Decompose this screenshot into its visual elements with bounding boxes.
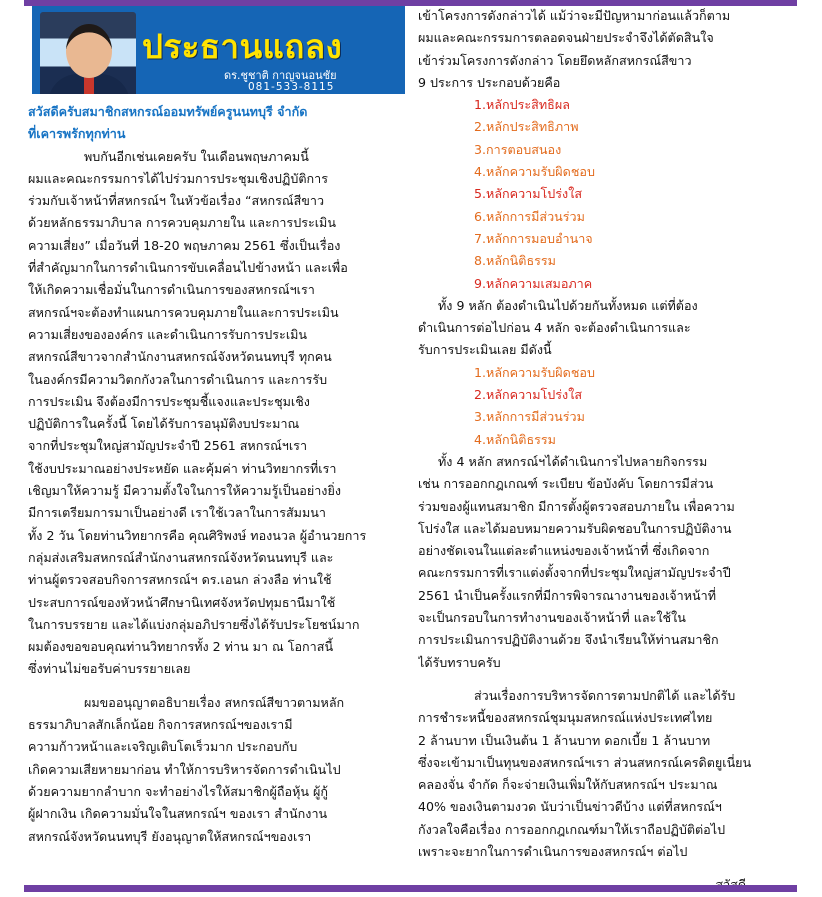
body-line: กลุ่มส่งเสริมสหกรณ์สำนักงานสหกรณ์จังหวัดนนทบุรี และ	[28, 549, 334, 565]
principle-item: 2.หลักประสิทธิภาพ	[474, 119, 579, 135]
body-line: ประสบการณ์ของหัวหน้าศึกษานิเทศจังหวัดปทุมธานีมาใช้	[28, 594, 336, 610]
body-line: 40% ของเงินตามงวด นับว่าเป็นข่าวดีบ้าง แต่ที่สหกรณ์ฯ	[418, 799, 722, 815]
body-line: สหกรณ์สีขาวจากสำนักงานสหกรณ์จังหวัดนนทบุรี ทุกคน	[28, 349, 332, 365]
body-line: การชำระหนี้ของสหกรณ์ชุมนุมสหกรณ์แห่งประเทศไทย	[418, 710, 713, 726]
key-principle-item: 4.หลักนิติธรรม	[474, 431, 556, 447]
body-line: โปร่งใส และได้มอบหมายความรับผิดชอบในการปฏิบัติงาน	[418, 520, 732, 536]
body-line: มีการเตรียมการมาเป็นอย่างดี เราใช้เวลาในการสัมมนา	[28, 505, 326, 521]
body-line: ได้รับทราบครับ	[418, 654, 501, 670]
principle-item: 8.หลักนิติธรรม	[474, 253, 556, 269]
body-line: พบกันอีกเช่นเคยครับ ในเดือนพฤษภาคมนี้	[84, 148, 309, 164]
body-line: ปฏิบัติการในครั้งนี้ โดยได้รับการอนุมัติงบประมาณ	[28, 416, 300, 432]
body-line: ทั้ง 9 หลัก ต้องดำเนินไปด้วยกันทั้งหมด แต่ที่ต้อง	[438, 297, 698, 313]
body-line: ท่านผู้ตรวจสอบกิจการสหกรณ์ฯ ดร.เอนก ล่วงลือ ท่านใช้	[28, 572, 332, 588]
body-line: การประเมิน จึงต้องมีการประชุมชี้แจงและประชุมเชิง	[28, 393, 310, 409]
principle-item: 1.หลักประสิทธิผล	[474, 97, 570, 113]
body-line: เพราะจะยากในการดำเนินการของสหกรณ์ฯ ต่อไป	[418, 843, 688, 859]
body-line: เชิญมาให้ความรู้ มีความตั้งใจในการให้ความรู้เป็นอย่างยิ่ง	[28, 483, 341, 499]
body-line: ผมขออนุญาตอธิบายเรื่อง สหกรณ์สีขาวตามหลัก	[84, 694, 345, 710]
body-line: สหกรณ์จังหวัดนนทบุรี ยังอนุญาตให้สหกรณ์ฯของเรา	[28, 828, 312, 844]
key-principle-item: 3.หลักการมีส่วนร่วม	[474, 409, 585, 425]
body-line: ผู้ฝากเงิน เกิดความมั่นใจในสหกรณ์ฯ ของเรา สำนักงาน	[28, 806, 328, 822]
body-line: ผมต้องขอขอบคุณท่านวิทยากรทั้ง 2 ท่าน มา ณ โอกาสนี้	[28, 639, 334, 655]
principle-item: 5.หลักความโปร่งใส	[474, 186, 583, 202]
body-line: ผมและคณะกรรมการได้ไปร่วมการประชุมเชิงปฏิบัติการ	[28, 170, 328, 186]
body-line: ความเสี่ยง” เมื่อวันที่ 18-20 พฤษภาคม 2561 ซึ่งเป็นเรื่อง	[28, 237, 341, 253]
body-line: ผมและคณะกรรมการตลอดจนฝ่ายประจำจึงได้ตัดสินใจ	[418, 30, 714, 46]
body-line: 2561 นำเป็นครั้งแรกที่มีการพิจารณางานของเจ้าหน้าที่	[418, 587, 717, 603]
bottom-border	[24, 885, 797, 892]
body-line: ให้เกิดความเชื่อมั่นในการดำเนินการของสหกรณ์ฯเรา	[28, 282, 315, 298]
body-line: เข้าโครงการดังกล่าวได้ แม้ว่าจะมีปัญหามาก่อนแล้วก็ตาม	[418, 8, 731, 23]
body-line: เช่น การออกกฎเกณฑ์ ระเบียบ ข้อบังคับ โดยการมีส่วน	[418, 476, 714, 492]
body-line: ความก้าวหน้าและเจริญเติบโตเร็วมาก ประกอบกับ	[28, 739, 298, 755]
principle-item: 4.หลักความรับผิดชอบ	[474, 164, 595, 180]
body-line: ใช้งบประมาณอย่างประหยัด และคุ้มค่า ท่านวิทยากรที่เรา	[28, 460, 337, 476]
column-title: ประธานแถลง	[142, 27, 343, 66]
body-line: ที่สำคัญมากในการดำเนินการขับเคลื่อนไปข้างหน้า และเพื่อ	[28, 260, 348, 276]
body-line: คลองจั่น จำกัด ก็จะจ่ายเงินเพิ่มให้กับสหกรณ์ฯ ประมาณ	[418, 777, 718, 793]
body-line: ซึ่งจะเข้ามาเป็นทุนของสหกรณ์ฯเรา ส่วนสหกรณ์เครดิตยูเนี่ยน	[418, 754, 752, 770]
body-line: ทั้ง 2 วัน โดยท่านวิทยากรคือ คุณศิริพงษ์ ทองนวล ผู้อำนวยการ	[28, 527, 367, 543]
principle-item: 7.หลักการมอบอำนาจ	[474, 230, 593, 246]
body-line: เข้าร่วมโครงการดังกล่าว โดยยึดหลักสหกรณ์สีขาว	[418, 52, 692, 68]
body-line: ร่วมกับเจ้าหน้าที่สหกรณ์ฯ ในหัวข้อเรื่อง “สหกรณ์สีขาว	[28, 193, 325, 209]
key-principle-item: 1.หลักความรับผิดชอบ	[474, 364, 595, 380]
principle-item: 6.หลักการมีส่วนร่วม	[474, 208, 585, 224]
body-line: ความเสี่ยงขององค์กร และดำเนินการรับการประเมิน	[28, 326, 308, 342]
body-line: ในองค์กรมีความวิตกกังวลในการดำเนินการ และการรับ	[28, 371, 328, 387]
body-line: ดำเนินการต่อไปก่อน 4 หลัก จะต้องดำเนินการและ	[418, 320, 691, 336]
body-line: รับการประเมินเลย มีดังนี้	[418, 342, 552, 358]
body-line: เกิดความเสียหายมาก่อน ทำให้การบริหารจัดการดำเนินไป	[28, 761, 341, 777]
body-line: การประเมินการปฏิบัติงานด้วย จึงนำเรียนให้ท่านสมาชิก	[418, 632, 719, 648]
body-line: 2 ล้านบาท เป็นเงินต้น 1 ล้านบาท ดอกเบี้ย 1 ล้านบาท	[418, 732, 711, 748]
body-line: 9 ประการ ประกอบด้วยคือ	[418, 74, 561, 90]
body-line: ด้วยหลักธรรมาภิบาล การควบคุมภายใน และการประเมิน	[28, 215, 336, 231]
body-line: กังวลใจคือเรื่อง การออกกฎเกณฑ์มาให้เราถือปฏิบัติต่อไป	[418, 821, 726, 837]
right-column	[418, 5, 798, 897]
body-line: อย่างชัดเจนในแต่ละตำแหน่งของเจ้าหน้าที่ ซึ่งเกิดจาก	[418, 543, 710, 559]
body-line: ทั้ง 4 หลัก สหกรณ์ฯได้ดำเนินการไปหลายกิจกรรม	[438, 453, 708, 469]
body-line: ธรรมาภิบาลสักเล็กน้อย กิจการสหกรณ์ฯของเรามี	[28, 717, 293, 733]
column-header-banner	[32, 6, 405, 94]
body-line: ร่วมของผู้แทนสมาชิก มีการตั้งผู้ตรวจสอบภายใน เพื่อความ	[418, 498, 735, 514]
body-line: จะเป็นกรอบในการทำงานของเจ้าหน้าที่ และใช้ใน	[418, 610, 686, 626]
body-line: ด้วยความยากลำบาก จะทำอย่างไรให้สมาชิกผู้ถือหุ้น ผู้กู้	[28, 783, 329, 799]
principle-item: 3.การตอบสนอง	[474, 141, 562, 157]
body-line: ซึ่งท่านไม่ขอรับค่าบรรยายเลย	[28, 661, 191, 677]
greeting-line: ที่เคารพรักทุกท่าน	[28, 126, 126, 142]
body-line: ในการบรรยาย และได้แบ่งกลุ่มอภิปรายซึ่งได้รับประโยชน์มาก	[28, 616, 360, 632]
author-phone: 081-533-8115	[248, 81, 335, 93]
key-principle-item: 2.หลักความโปร่งใส	[474, 387, 583, 403]
body-line: คณะกรรมการที่เราแต่งตั้งจากที่ประชุมใหญ่สามัญประจำปี	[418, 565, 731, 581]
author-name: ดร.ชูชาติ กาญจนอนชัย	[224, 69, 337, 82]
body-line: จากที่ประชุมใหญ่สามัญประจำปี 2561 สหกรณ์ฯเรา	[28, 438, 308, 454]
greeting-line: สวัสดีครับสมาชิกสหกรณ์ออมทรัพย์ครูนนทบุรี จำกัด	[28, 104, 308, 119]
left-column	[28, 101, 406, 848]
principle-item: 9.หลักความเสมอภาค	[474, 275, 593, 291]
author-photo	[40, 12, 136, 94]
body-line: ส่วนเรื่องการบริหารจัดการตามปกติได้ และได้รับ	[474, 687, 736, 703]
body-line: สหกรณ์ฯจะต้องทำแผนการควบคุมภายในและการประเมิน	[28, 304, 339, 320]
